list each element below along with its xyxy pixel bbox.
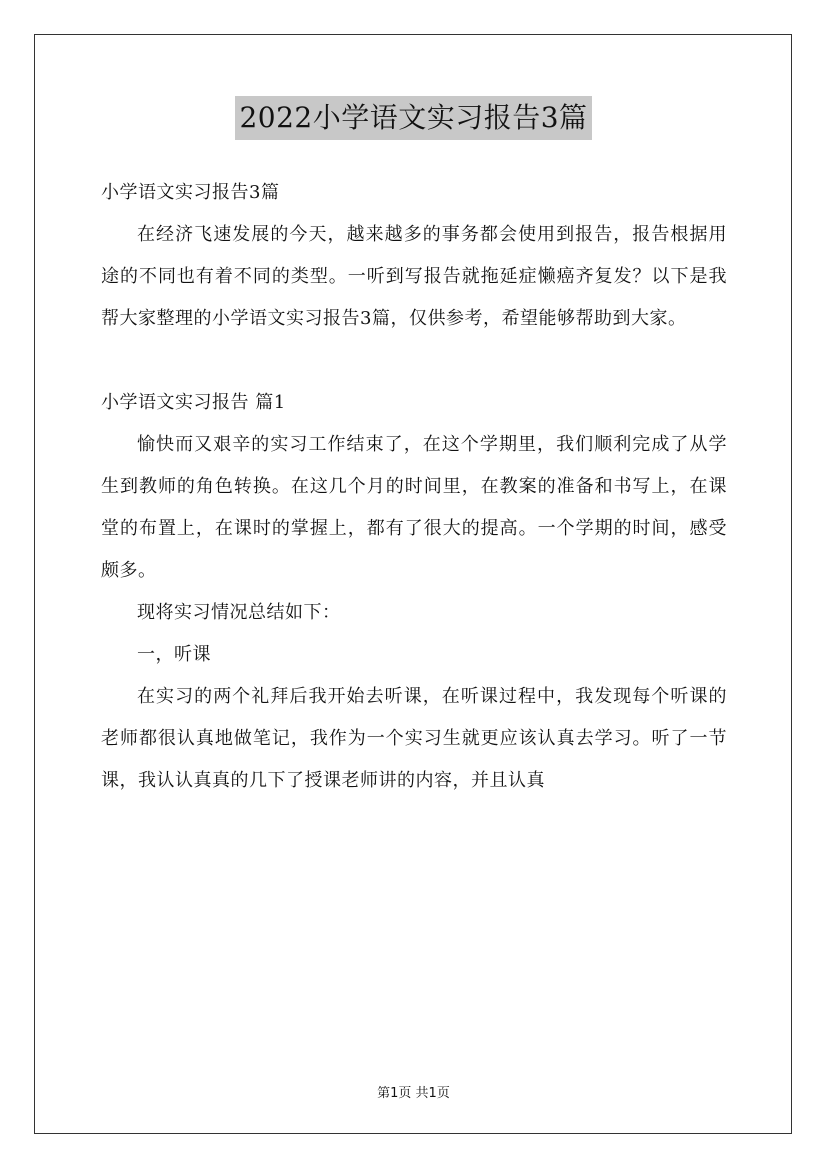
section-paragraph-2: 在实习的两个礼拜后我开始去听课，在听课过程中，我发现每个听课的老师都很认真地做笔记，我作为一个实习生就更应该认真去学习。听了一节课，我认认真真的几下了授课老师讲的内容，并且认真 bbox=[101, 686, 727, 791]
document-subtitle: 小学语文实习报告3篇 bbox=[101, 182, 280, 203]
summary-line: 现将实习情况总结如下： bbox=[137, 602, 341, 623]
document-title: 2022小学语文实习报告3篇 bbox=[235, 96, 591, 140]
document-title-wrapper bbox=[0, 96, 827, 140]
section-heading: 小学语文实习报告 篇1 bbox=[101, 392, 286, 413]
list-heading-listening: 一，听课 bbox=[137, 644, 211, 665]
paragraph-gap bbox=[101, 340, 727, 382]
section-paragraph-1: 愉快而又艰辛的实习工作结束了，在这个学期里，我们顺利完成了从学生到教师的角色转换。在这几个月的时间里，在教案的准备和书写上，在课堂的布置上，在课时的掌握上，都有了很大的提高。一个学期的时间，感受颇多。 bbox=[101, 434, 727, 581]
page-footer: 第1页 共1页 bbox=[377, 1086, 450, 1101]
intro-paragraph: 在经济飞速发展的今天，越来越多的事务都会使用到报告，报告根据用途的不同也有着不同的类型。一听到写报告就拖延症懒癌齐复发？以下是我帮大家整理的小学语文实习报告3篇，仅供参考，希望能够帮助到大家。 bbox=[101, 224, 727, 329]
document-body bbox=[101, 172, 727, 802]
